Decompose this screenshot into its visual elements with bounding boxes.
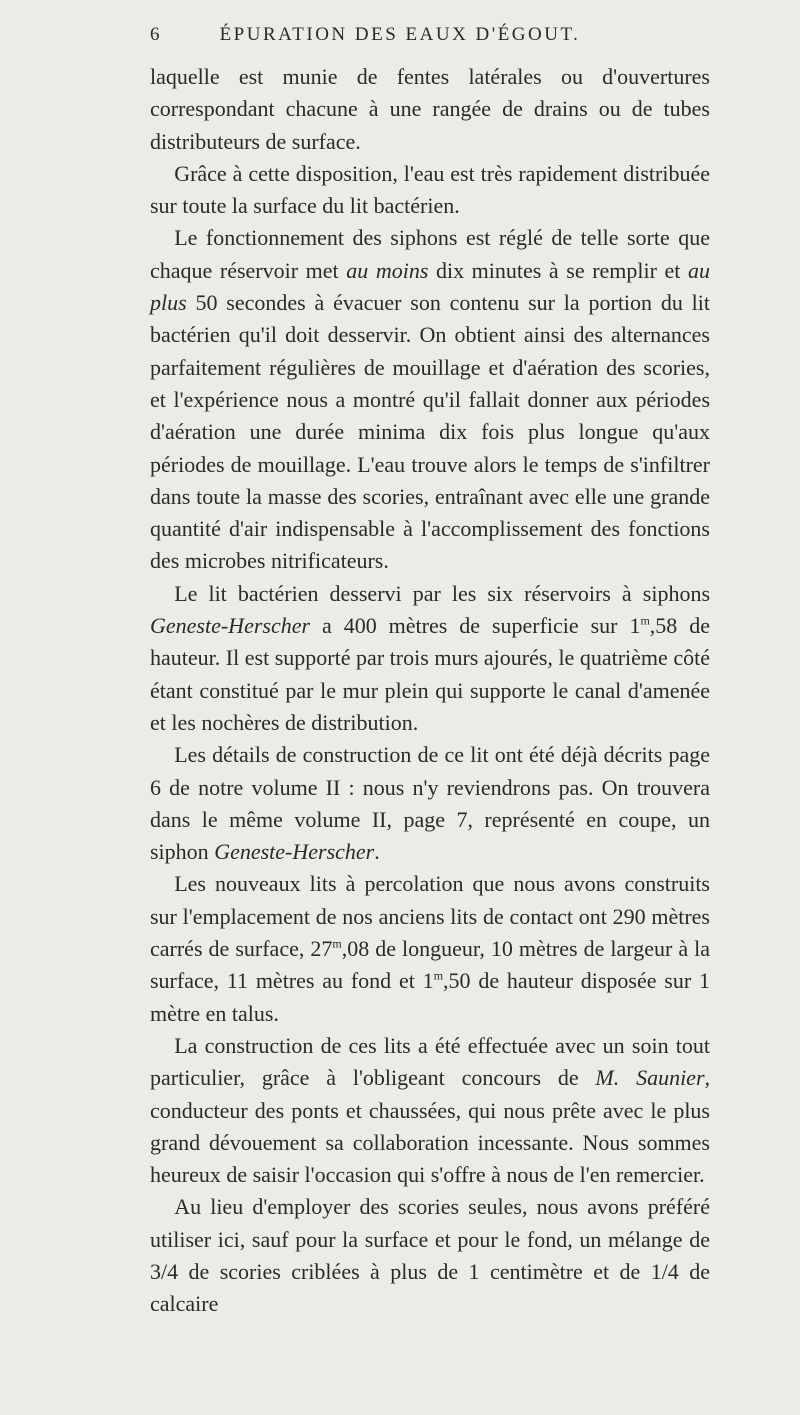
italic-text: Geneste-Herscher xyxy=(150,613,311,639)
italic-text: M. Saunier xyxy=(595,1065,705,1091)
text-run: La construction de ces lits a été effectuée avec un soin tout particulier, grâce à l'obligeant concours de xyxy=(150,1032,710,1091)
text-run: Les nouveaux lits à percolation que nous avons construits sur l'emplacement de nos anciens lits de contact ont 290 mètres carrés de surface, 27 xyxy=(150,871,710,962)
paragraph xyxy=(150,868,710,1029)
text-run: 50 secondes à évacuer son contenu sur la portion du lit bactérien qu'il doit desservir. On obtient ainsi des alternances parfaitement régulières de mouillage et d'aération des scories, et l'expérience nous a montré qu'il fallait donner aux périodes d'aération une durée minima dix fois plus longue qu'aux périodes de mouillage. L'eau trouve alors le temps de s'infiltrer dans toute la masse des scories, entraînant avec elle une grande quantité d'air indispensable à l'accomplissement des fonctions des microbes nitrificateurs. xyxy=(150,290,710,574)
text-run: Au lieu d'employer des scories seules, nous avons préféré utiliser ici, sauf pour la surface et pour le fond, un mélange de 3/4 de scories criblées à plus de 1 centimètre et de 1/4 de calcaire xyxy=(150,1194,710,1317)
body-text xyxy=(150,61,710,1321)
page-header xyxy=(0,18,800,48)
text-run: laquelle est munie de fentes latérales ou d'ouvertures correspondant chacune à une rangée de drains ou de tubes distributeurs de surface. xyxy=(150,64,710,154)
paragraph xyxy=(150,222,710,577)
paragraph xyxy=(150,158,710,223)
running-title: ÉPURATION DES EAUX D'ÉGOUT. xyxy=(219,24,581,45)
text-run: . xyxy=(374,839,380,865)
text-run: Le lit bactérien desservi par les six réservoirs à siphons xyxy=(174,580,710,606)
text-run: ,58 de hauteur. Il est supporté par trois murs ajourés, le quatrième côté étant constitué par le mur plein qui supporte le canal d'amenée et les nochères de distribution. xyxy=(150,613,711,735)
text-run: Le fonctionnement des siphons est réglé de telle sorte que chaque réservoir met xyxy=(150,225,710,283)
text-run: a 400 mètres de superficie sur 1 xyxy=(310,613,641,639)
text-run: Les détails de construction de ce lit ont été déjà décrits page 6 de notre volume II : nous n'y reviendrons pas. On trouvera dans le même volume II, page 7, représenté en coupe, un siphon xyxy=(150,742,710,865)
paragraph xyxy=(150,578,710,739)
text-run: , conducteur des ponts et chaussées, qui nous prête avec le plus grand dévouement sa collaboration incessante. Nous sommes heureux de saisir l'occasion qui s'offre à nous de l'en remercier. xyxy=(150,1065,711,1188)
superscript-unit: m xyxy=(332,936,342,951)
italic-text: au plus xyxy=(150,257,711,316)
italic-text: au moins xyxy=(346,257,429,283)
paragraph xyxy=(150,61,710,158)
superscript-unit: m xyxy=(640,613,650,628)
text-run: Grâce à cette disposition, l'eau est très rapidement distribuée sur toute la surface du lit bactérien. xyxy=(150,160,710,219)
text-run: ,08 de longueur, 10 mètres de largeur à la surface, 11 mètres au fond et 1 xyxy=(150,936,710,994)
paragraph xyxy=(150,739,710,868)
paragraph xyxy=(150,1030,710,1191)
superscript-unit: m xyxy=(433,968,444,983)
text-run: dix minutes à se remplir et xyxy=(428,257,689,283)
italic-text: Geneste-Herscher xyxy=(214,839,375,865)
text-run: ,50 de hauteur disposée sur 1 mètre en talus. xyxy=(150,968,710,1026)
page-number: 6 xyxy=(150,24,161,45)
paragraph xyxy=(150,1191,710,1320)
